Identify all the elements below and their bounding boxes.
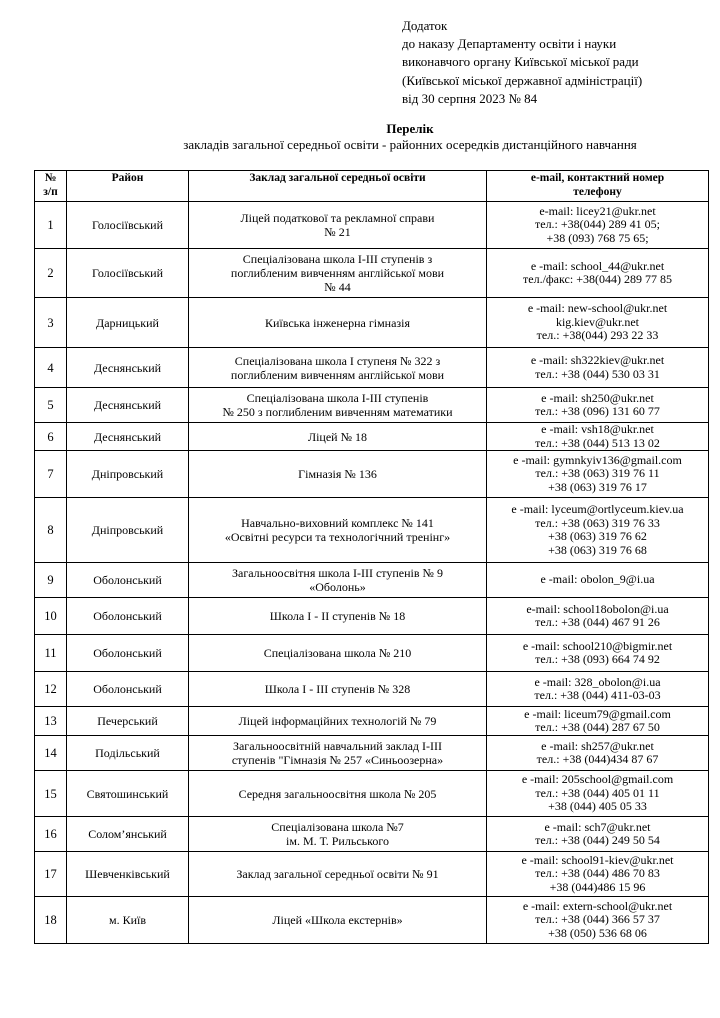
- addendum-line: (Київської міської державної адміністрації): [402, 72, 643, 88]
- cell-institution: [189, 672, 487, 707]
- cell-contact: [487, 598, 709, 635]
- cell-contact: [487, 897, 709, 944]
- table-row: [35, 451, 709, 498]
- header-number-line: №: [44, 172, 57, 184]
- cell-district: Печерський: [67, 707, 189, 736]
- header-district: [67, 171, 189, 202]
- cell-number: 6: [35, 423, 67, 451]
- contact-line: тел.: +38 (044) 405 01 11: [535, 785, 660, 800]
- header-contact-line: e-mail, контактний номер: [530, 172, 665, 184]
- institution-line: Спеціалізована школа І ступеня № 322 з: [234, 353, 441, 368]
- contact-line: +38 (044) 405 05 33: [548, 799, 647, 814]
- cell-institution: [189, 388, 487, 423]
- contact-line: +38 (044)486 15 96: [549, 879, 646, 894]
- contact-line: e -mail: sh250@ukr.net: [541, 390, 654, 405]
- cell-contact: [487, 202, 709, 249]
- cell-contact: [487, 451, 709, 498]
- cell-number: 13: [35, 707, 67, 736]
- table-row: [35, 298, 709, 348]
- institution-line: Середня загальноосвітня школа № 205: [238, 786, 437, 801]
- cell-institution: [189, 202, 487, 249]
- cell-number: 1: [35, 202, 67, 249]
- contact-line: тел.: +38 (063) 319 76 11: [535, 466, 660, 481]
- institution-line: Навчально-виховний комплекс № 141: [241, 516, 434, 530]
- cell-institution: [189, 451, 487, 498]
- contact-line: e -mail: lyceum@ortlyceum.kiev.ua: [511, 502, 684, 516]
- cell-district: Деснянський: [67, 388, 189, 423]
- table-row: [35, 388, 709, 423]
- cell-district: Дніпровський: [67, 451, 189, 498]
- addendum-line: від 30 серпня 2023 № 84: [402, 90, 538, 106]
- cell-number: 5: [35, 388, 67, 423]
- header-institution: [189, 171, 487, 202]
- table-row: [35, 598, 709, 635]
- cell-institution: [189, 852, 487, 897]
- table-header-row: [35, 171, 709, 202]
- cell-district: Солом’янський: [67, 817, 189, 852]
- cell-institution: [189, 498, 487, 563]
- contact-line: тел./факс: +38(044) 289 77 85: [523, 272, 672, 286]
- contact-line: тел.: +38 (044) 366 57 37: [535, 912, 660, 927]
- contact-line: тел.: +38 (096) 131 60 77: [535, 404, 660, 418]
- cell-contact: [487, 298, 709, 348]
- table-row: [35, 897, 709, 944]
- institution-line: Школа І - ІІІ ступенів № 328: [264, 682, 411, 696]
- contact-line: e -mail: sh257@ukr.net: [541, 738, 654, 753]
- table-row: [35, 852, 709, 897]
- addendum-line: виконавчого органу Київської міської ради: [402, 54, 639, 70]
- contact-line: +38 (063) 319 76 17: [548, 479, 647, 494]
- contact-line: +38 (093) 768 75 65;: [546, 230, 649, 245]
- institution-line: № 250 з поглибленим вивченням математики: [222, 405, 453, 419]
- contact-line: e -mail: vsh18@ukr.net: [541, 422, 654, 436]
- cell-institution: [189, 598, 487, 635]
- cell-district: Дніпровський: [67, 498, 189, 563]
- cell-district: Деснянський: [67, 348, 189, 388]
- table-row: [35, 817, 709, 852]
- cell-number: 12: [35, 672, 67, 707]
- cell-institution: [189, 897, 487, 944]
- institution-line: Ліцей № 18: [307, 429, 368, 444]
- table-row: [35, 635, 709, 672]
- institution-line: Спеціалізована школа № 210: [263, 646, 412, 660]
- cell-number: 18: [35, 897, 67, 944]
- contact-line: +38 (063) 319 76 62: [548, 529, 647, 543]
- contact-line: e -mail: school91-kiev@ukr.net: [521, 852, 674, 867]
- institution-line: № 44: [324, 280, 351, 294]
- cell-contact: [487, 635, 709, 672]
- cell-number: 8: [35, 498, 67, 563]
- table-row: [35, 563, 709, 598]
- institution-line: Загальноосвітня школа І-ІІІ ступенів № 9: [231, 566, 443, 580]
- cell-district: Оболонський: [67, 598, 189, 635]
- contact-line: тел.: +38 (044) 411-03-03: [534, 688, 661, 702]
- table-row: [35, 736, 709, 771]
- contact-line: e -mail: 328_obolon@i.ua: [534, 674, 661, 689]
- cell-institution: [189, 298, 487, 348]
- cell-contact: [487, 736, 709, 771]
- cell-district: Подільський: [67, 736, 189, 771]
- cell-number: 17: [35, 852, 67, 897]
- table-row: [35, 202, 709, 249]
- contact-line: тел.: +38(044) 293 22 33: [536, 328, 659, 343]
- contact-line: тел.: +38 (044) 249 50 54: [535, 833, 660, 847]
- cell-district: м. Київ: [67, 897, 189, 944]
- cell-number: 11: [35, 635, 67, 672]
- cell-district: Голосіївський: [67, 202, 189, 249]
- document-title: Перелік: [386, 121, 434, 136]
- cell-institution: [189, 563, 487, 598]
- institution-line: Ліцей «Школа екстернів»: [272, 913, 403, 927]
- cell-number: 3: [35, 298, 67, 348]
- contact-line: e -mail: 205school@gmail.com: [521, 772, 674, 787]
- header-contact-line: телефону: [573, 186, 622, 198]
- contact-line: тел.: +38 (044) 530 03 31: [535, 366, 660, 381]
- header-number-line: з/п: [43, 186, 58, 198]
- addendum-line: до наказу Департаменту освіти і науки: [402, 36, 617, 52]
- cell-number: 7: [35, 451, 67, 498]
- contact-line: +38 (063) 319 76 68: [548, 542, 647, 557]
- institution-line: Спеціалізована школа №7: [271, 820, 404, 834]
- institution-line: «Оболонь»: [309, 580, 366, 594]
- contact-line: e -mail: obolon_9@i.ua: [540, 572, 655, 587]
- table-row: [35, 672, 709, 707]
- cell-institution: [189, 423, 487, 451]
- institution-line: Гімназія № 136: [298, 467, 377, 481]
- cell-contact: [487, 348, 709, 388]
- institution-line: № 21: [324, 225, 351, 239]
- cell-institution: [189, 635, 487, 672]
- contact-line: e -mail: school210@bigmir.net: [522, 638, 673, 653]
- cell-contact: [487, 771, 709, 817]
- cell-institution: [189, 736, 487, 771]
- contact-line: тел.: +38 (044) 287 67 50: [535, 720, 660, 734]
- contact-line: e -mail: sch7@ukr.net: [544, 819, 651, 834]
- institution-line: ступенів "Гімназія № 257 «Синьоозерна»: [231, 753, 444, 767]
- table-row: [35, 707, 709, 736]
- table-row: [35, 348, 709, 388]
- cell-contact: [487, 498, 709, 563]
- table-body: [35, 202, 709, 944]
- cell-number: 9: [35, 563, 67, 598]
- cell-number: 10: [35, 598, 67, 635]
- institution-line: Київська інженерна гімназія: [264, 315, 411, 330]
- cell-contact: [487, 388, 709, 423]
- institution-line: Спеціалізована школа І-ІІІ ступенів з: [242, 252, 433, 266]
- cell-district: Голосіївський: [67, 249, 189, 298]
- institution-line: Ліцей податкової та рекламної справи: [240, 211, 435, 225]
- header-number: [35, 171, 67, 202]
- contact-line: тел.: +38(044) 289 41 05;: [535, 217, 660, 232]
- cell-contact: [487, 423, 709, 451]
- cell-contact: [487, 817, 709, 852]
- table-row: [35, 249, 709, 298]
- cell-district: Оболонський: [67, 672, 189, 707]
- contact-line: e-mail: licey21@ukr.net: [539, 203, 656, 218]
- header-contact: [487, 171, 709, 202]
- contact-line: тел.: +38 (063) 319 76 33: [535, 515, 660, 530]
- contact-line: тел.: +38 (044)434 87 67: [536, 752, 659, 766]
- cell-contact: [487, 563, 709, 598]
- header-district-line: Район: [111, 172, 144, 184]
- cell-district: Оболонський: [67, 635, 189, 672]
- cell-institution: [189, 249, 487, 298]
- addendum-block: [402, 17, 712, 108]
- cell-institution: [189, 817, 487, 852]
- contact-line: e-mail: school18obolon@i.ua: [526, 601, 669, 616]
- cell-contact: [487, 249, 709, 298]
- contact-line: тел.: +38 (093) 664 74 92: [535, 652, 660, 666]
- cell-number: 16: [35, 817, 67, 852]
- contact-line: +38 (050) 536 68 06: [548, 925, 647, 940]
- cell-district: Дарницький: [67, 298, 189, 348]
- cell-district: Оболонський: [67, 563, 189, 598]
- institution-line: Ліцей інформаційних технологій № 79: [238, 714, 437, 728]
- document-subtitle: закладів загальної середньої освіти - районних осередків дистанційного навчання: [183, 137, 637, 152]
- institution-line: ім. М. Т. Рильського: [286, 834, 389, 848]
- addendum-line: Додаток: [402, 18, 448, 33]
- schools-table: [34, 170, 709, 944]
- cell-number: 15: [35, 771, 67, 817]
- contact-line: e -mail: extern-school@ukr.net: [522, 898, 673, 913]
- contact-line: e -mail: sh322kiev@ukr.net: [530, 353, 665, 367]
- cell-institution: [189, 348, 487, 388]
- institution-line: Школа І - ІІ ступенів № 18: [269, 609, 406, 623]
- cell-institution: [189, 771, 487, 817]
- cell-institution: [189, 707, 487, 736]
- institution-line: «Освітні ресурси та технологічний тренінг»: [224, 530, 451, 544]
- cell-contact: [487, 672, 709, 707]
- institution-line: поглибленим вивченням англійської мови: [230, 367, 445, 382]
- cell-contact: [487, 707, 709, 736]
- contact-line: тел.: +38 (044) 467 91 26: [535, 615, 660, 629]
- table-row: [35, 423, 709, 451]
- cell-district: Шевченківський: [67, 852, 189, 897]
- institution-line: Спеціалізована школа І-ІІІ ступенів: [246, 391, 429, 405]
- cell-number: 2: [35, 249, 67, 298]
- contact-line: e -mail: school_44@ukr.net: [530, 258, 665, 273]
- header-institution-line: Заклад загальної середньої освіти: [249, 172, 426, 184]
- table-row: [35, 771, 709, 817]
- cell-district: Святошинський: [67, 771, 189, 817]
- cell-number: 14: [35, 736, 67, 771]
- cell-number: 4: [35, 348, 67, 388]
- contact-line: kig.kiev@ukr.net: [555, 314, 640, 329]
- contact-line: e -mail: gymnkyiv136@gmail.com: [513, 452, 682, 467]
- institution-line: поглибленим вивченням англійської мови: [230, 266, 445, 280]
- cell-district: Деснянський: [67, 423, 189, 451]
- institution-line: Загальноосвітній навчальний заклад І-ІІІ: [232, 739, 443, 753]
- contact-line: e -mail: liceum79@gmail.com: [524, 706, 671, 721]
- contact-line: тел.: +38 (044) 513 13 02: [535, 435, 660, 450]
- contact-line: e -mail: new-school@ukr.net: [527, 301, 668, 316]
- institution-line: Заклад загальної середньої освіти № 91: [236, 867, 439, 881]
- cell-contact: [487, 852, 709, 897]
- contact-line: тел.: +38 (044) 486 70 83: [535, 866, 660, 881]
- table-row: [35, 498, 709, 563]
